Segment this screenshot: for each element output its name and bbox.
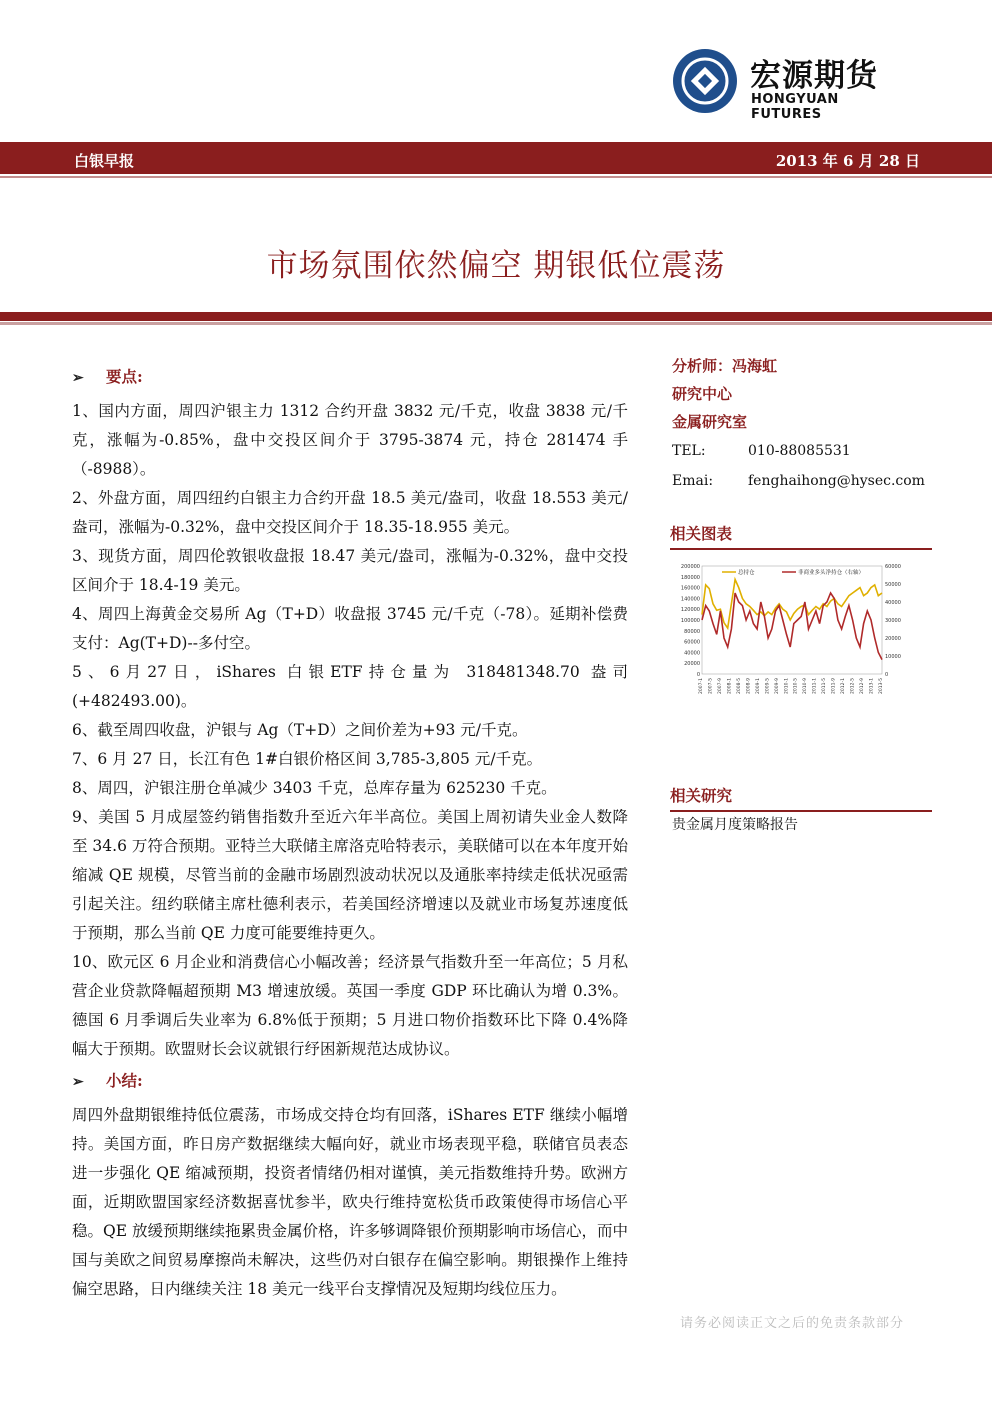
summary-text: 周四外盘期银维持低位震荡，市场成交持仓均有回落，iShares ETF 继续小幅增持。美国方面，昨日房产数据继续大幅向好，就业市场表现平稳，联储官员表态进一步强化 QE 缩减预期，投资者情绪仍相对谨慎，美元指数维持升势。欧洲方面，近期欧盟国家经济数据喜忧参半，欧央行维持宽松货币政策使得市场信心平稳。QE 放缓预期继续拖累贵金属价格，许多够调降银价预期影响市场信心，而中国与美欧之间贸易摩擦尚未解决，这些仍对白银存在偏空影响。期银操作上维持偏空思路，日内继续关注 18 美元一线平台支撑情况及短期均线位压力。 (72, 1106, 628, 1298)
x-tick-label: 2009-9 (774, 678, 780, 694)
key-point-1: 1、国内方面，周四沪银主力 1312 合约开盘 3832 元/千克，收盘 3838 元/千克，涨幅为-0.85%，盘中交投区间介于 3795-3874 元，持仓 281474 手（-8988）。 (72, 402, 628, 478)
y-left-tick-label: 0 (696, 672, 700, 678)
x-tick-label: 2010-1 (784, 678, 790, 694)
arrow-icon: ➢ (72, 370, 84, 386)
position-chart-svg (670, 558, 910, 710)
x-tick-label: 2011-5 (822, 678, 828, 694)
title-divider (0, 312, 992, 321)
x-tick-label: 2013-1 (869, 678, 875, 694)
header-divider (0, 176, 992, 178)
main-content (72, 360, 628, 1304)
key-point-5: 5、6月27日，iShares 白银ETF持仓量为 318481348.70 盎司(+482493.00)。 (72, 663, 628, 710)
x-tick-label: 2011-1 (812, 678, 818, 694)
tel-row: TEL: 010-88085531 (672, 436, 932, 466)
key-point-10: 10、欧元区 6 月企业和消费信心小幅改善；经济景气指数升至一年高位；5 月私营企业贷款降幅超预期 M3 增速放缓。英国一季度 GDP 环比确认为增 0.3%。德国 6 月季调后失业率为 6.8%低于预期；5 月进口物价指数环比下降 0.4%降幅大于预期。欧盟财长会议就银行纾困新规范达成协议。 (72, 953, 628, 1058)
header-bar (0, 142, 992, 174)
report-date: 2013 年 6 月 28 日 (775, 152, 920, 170)
y-left-tick-label: 180000 (680, 574, 700, 581)
x-tick-label: 2012-5 (850, 678, 856, 694)
y-right-tick-label: 50000 (885, 582, 901, 588)
sidebar (672, 352, 932, 496)
disclaimer-footer: 请务必阅读正文之后的免责条款部分 (679, 1316, 904, 1331)
key-point-2: 2、外盘方面，周四纽约白银主力合约开盘 18.5 美元/盎司，收盘 18.553 美元/盎司，涨幅为-0.32%，盘中交投区间介于 18.35-18.955 美元。 (72, 489, 628, 536)
key-point-6: 6、截至周四收盘，沪银与 Ag（T+D）之间价差为+93 元/千克。 (72, 721, 528, 739)
y-left-tick-label: 200000 (680, 564, 700, 570)
key-point-8: 8、周四，沪银注册仓单减少 3403 千克，总库存量为 625230 千克。 (72, 779, 557, 797)
key-points-heading: ➢ 要点: (72, 362, 628, 393)
x-tick-label: 2012-9 (860, 678, 866, 694)
page-title: 市场氛围依然偏空 期银低位震荡 (266, 248, 726, 284)
arrow-icon: ➢ (72, 1074, 84, 1090)
tel-value: 010-88085531 (748, 443, 851, 459)
x-tick-label: 2008-5 (736, 678, 742, 694)
email-row: Emai: fenghaihong@hysec.com (672, 466, 932, 496)
x-tick-label: 2013-5 (879, 678, 884, 694)
y-left-tick-label: 120000 (680, 607, 700, 614)
x-tick-label: 2008-1 (727, 678, 733, 694)
key-point-4: 4、周四上海黄金交易所 Ag（T+D）收盘报 3745 元/千克（-78）。延期补偿费支付：Ag(T+D)--多付空。 (72, 605, 628, 652)
y-left-tick-label: 160000 (680, 585, 700, 592)
key-point-7: 7、6 月 27 日，长江有色 1#白银价格区间 3,785-3,805 元/千克。 (72, 750, 543, 768)
position-chart (670, 558, 910, 710)
company-logo (672, 48, 912, 122)
legend-label-0: 总持仓 (738, 570, 755, 576)
email-value[interactable]: fenghaihong@hysec.com (748, 473, 925, 489)
y-left-tick-label: 40000 (684, 650, 700, 657)
logo-name-cn: 宏源期货 (750, 58, 878, 94)
research-heading: 相关研究 (670, 784, 932, 812)
y-right-tick-label: 0 (885, 672, 889, 678)
key-point-9: 9、美国 5 月成屋签约销售指数升至近六年半高位。美国上周初请失业金人数降至 34.6 万符合预期。亚特兰大联储主席洛克哈特表示，美联储可以在本年度开始缩减 QE 规模，尽管当前的金融市场剧烈波动状况以及通胀率持续走低状况亟需引起关注。纽约联储主席杜德利表示，若美国经济增速以及就业市场复苏速度低于预期，那么当前 QE 力度可能要维持更久。 (72, 808, 628, 942)
y-right-tick-label: 20000 (885, 636, 901, 642)
charts-heading: 相关图表 (670, 522, 932, 550)
series-line-0 (702, 580, 882, 629)
x-tick-label: 2007-1 (699, 678, 704, 694)
y-left-tick-label: 20000 (684, 661, 700, 668)
y-left-tick-label: 140000 (680, 596, 700, 603)
report-type: 白银早报 (74, 152, 135, 170)
x-tick-label: 2009-5 (765, 678, 771, 694)
x-tick-label: 2007-5 (708, 678, 714, 694)
y-right-tick-label: 40000 (885, 600, 901, 606)
y-right-tick-label: 60000 (885, 564, 901, 570)
hongyuan-logo-icon (672, 48, 740, 114)
x-tick-label: 2012-1 (841, 678, 847, 694)
x-tick-label: 2008-9 (746, 678, 752, 694)
x-tick-label: 2011-9 (831, 678, 837, 694)
analyst-name: 分析师：冯海虹 (672, 357, 778, 375)
summary-heading: ➢ 小结: (72, 1066, 628, 1097)
x-tick-label: 2010-5 (793, 678, 799, 694)
logo-name-en: HONGYUAN FUTURES (751, 92, 839, 122)
y-right-tick-label: 10000 (885, 654, 901, 660)
x-tick-label: 2010-9 (803, 678, 809, 694)
y-right-tick-label: 30000 (885, 618, 901, 624)
title-divider-light (0, 322, 992, 325)
y-left-tick-label: 100000 (680, 618, 700, 624)
x-tick-label: 2007-9 (717, 678, 723, 694)
dept-research-center: 研究中心 (672, 385, 733, 403)
key-point-3: 3、现货方面，周四伦敦银收盘报 18.47 美元/盎司，涨幅为-0.32%，盘中交投区间介于 18.4-19 美元。 (72, 547, 628, 594)
y-left-tick-label: 60000 (684, 639, 700, 646)
series-line-1 (702, 593, 882, 660)
x-tick-label: 2009-1 (755, 678, 761, 694)
y-left-tick-label: 80000 (684, 628, 700, 635)
research-item[interactable]: 贵金属月度策略报告 (672, 817, 798, 833)
legend-label-1: 非商业多头净持仓（右轴） (798, 570, 865, 576)
dept-metals: 金属研究室 (672, 413, 748, 431)
